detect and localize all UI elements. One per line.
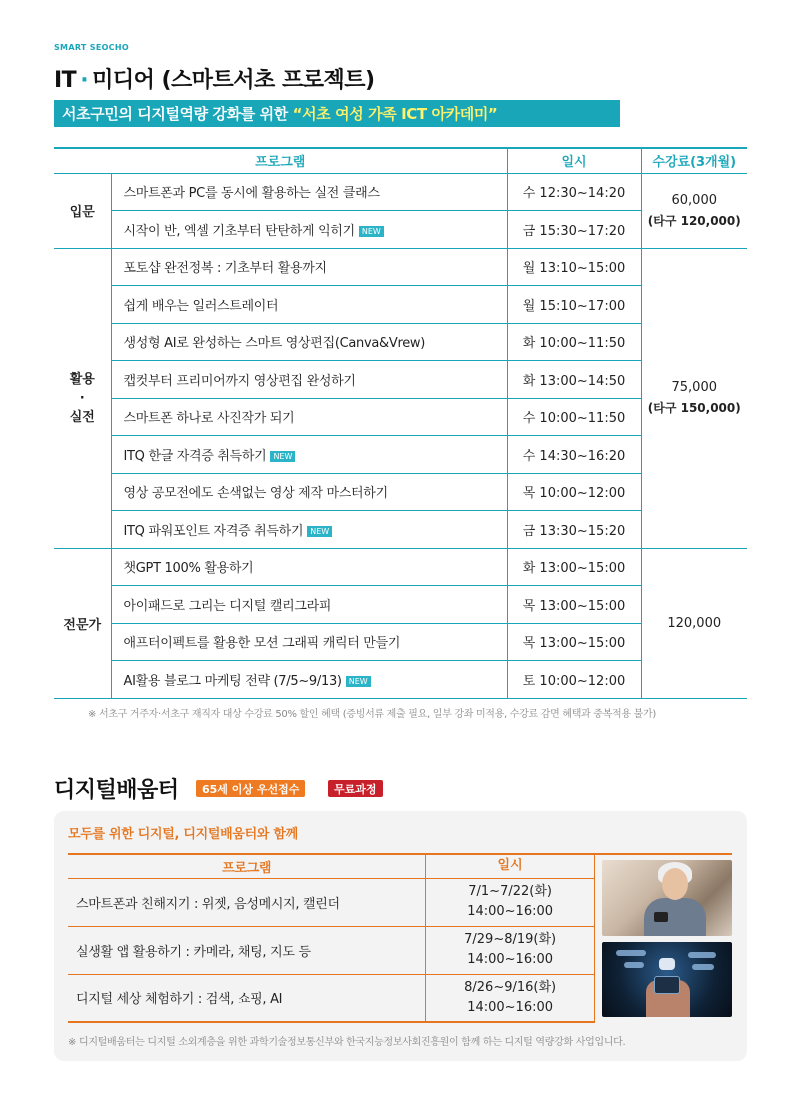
time-cell: 수 10:00~11:50 [507, 398, 641, 436]
program-cell: AI활용 블로그 마케팅 전략 (7/5~9/13) NEW [111, 661, 507, 699]
fee-main: 60,000 [671, 192, 717, 208]
panel-heading: 모두를 위한 디지털, 디지털배움터와 함께 [68, 827, 298, 842]
senior-woman-phone-image [602, 860, 732, 936]
title-dot: · [80, 68, 89, 93]
program-cell: ITQ 한글 자격증 취득하기 NEW [111, 436, 507, 474]
program-cell: 생성형 AI로 완성하는 스마트 영상편집(Canva&Vrew) [111, 323, 507, 361]
time-cell: 화 13:00~15:00 [507, 548, 641, 586]
program-cell: 시작이 반, 엑셀 기초부터 탄탄하게 익히기 NEW [111, 211, 507, 249]
subtitle-highlight: “서초 여성 가족 ICT 아카데미” [292, 105, 498, 123]
program-cell: 애프터이펙트를 활용한 모션 그래픽 캐릭터 만들기 [111, 623, 507, 661]
program-cell: 쉽게 배우는 일러스트레이터 [111, 286, 507, 324]
fee-cell [641, 173, 747, 248]
date-cell: 7/29~8/19(화) 14:00~16:00 [426, 926, 595, 974]
table-row [54, 173, 747, 211]
time-cell: 화 10:00~11:50 [507, 323, 641, 361]
title-it: IT [54, 68, 77, 93]
time-cell: 금 15:30~17:20 [507, 211, 641, 249]
time-cell: 목 13:00~15:00 [507, 586, 641, 624]
digital-header-row [68, 854, 595, 878]
program-cell: 챗GPT 100% 활용하기 [111, 548, 507, 586]
program-cell: ITQ 파워포인트 자격증 취득하기 NEW [111, 511, 507, 549]
digital-table [68, 853, 595, 1023]
digital-panel [54, 811, 747, 1061]
fee-cell [641, 548, 747, 698]
time-cell: 토 10:00~12:00 [507, 661, 641, 699]
col-program: 프로그램 [54, 148, 507, 173]
schedule-header-row [54, 148, 747, 173]
program-cell: 실생활 앱 활용하기 : 카메라, 채팅, 지도 등 [68, 926, 426, 974]
table-row [68, 878, 595, 926]
time-cell: 화 13:00~14:50 [507, 361, 641, 399]
col-fee: 수강료(3개월) [641, 148, 747, 173]
program-cell: 스마트폰과 친해지기 : 위젯, 음성메시지, 캘린더 [68, 878, 426, 926]
ai-chatbot-phone-image [602, 942, 732, 1017]
schedule-table [54, 147, 747, 699]
subtitle-banner [54, 100, 620, 127]
level-expert: 전문가 [54, 548, 111, 698]
level-practical: 활용 · 실전 [54, 248, 111, 548]
program-cell: 캡컷부터 프리미어까지 영상편집 완성하기 [111, 361, 507, 399]
brand-label: SMART SEOCHO [54, 43, 129, 52]
program-cell: 스마트폰 하나로 사진작가 되기 [111, 398, 507, 436]
program-cell: 아이패드로 그리는 디지털 캘리그라피 [111, 586, 507, 624]
program-cell: 디지털 세상 체험하기 : 검색, 쇼핑, AI [68, 974, 426, 1022]
fee-main: 75,000 [671, 380, 717, 395]
time-cell: 수 12:30~14:20 [507, 173, 641, 211]
table-row [68, 974, 595, 1022]
time-cell: 금 13:30~15:20 [507, 511, 641, 549]
section-title-digital: 디지털배움터 [54, 778, 179, 803]
new-badge: NEW [359, 226, 384, 237]
discount-note: ※ 서초구 거주자·서초구 재직자 대상 수강료 50% 할인 혜택 (증빙서류 제출 필요, 일부 강좌 미적용, 수강료 감면 혜택과 중복적용 불가) [88, 709, 656, 720]
fee-cell [641, 248, 747, 548]
priority-tag: 65세 이상 우선접수 [196, 780, 305, 797]
program-cell: 포토샵 완전정복 : 기초부터 활용까지 [111, 248, 507, 286]
time-cell: 목 13:00~15:00 [507, 623, 641, 661]
digital-note: ※ 디지털배움터는 디지털 소외계층을 위한 과학기술정보통신부와 한국지능정보사회진흥원이 함께 하는 디지털 역량강화 사업입니다. [68, 1037, 626, 1048]
new-badge: NEW [307, 526, 332, 537]
time-cell: 월 13:10~15:00 [507, 248, 641, 286]
fee-other-district: (타구 120,000) [647, 213, 741, 228]
table-row [68, 926, 595, 974]
col-program: 프로그램 [68, 854, 426, 878]
new-badge: NEW [270, 451, 295, 462]
col-time: 일시 [507, 148, 641, 173]
date-cell: 7/1~7/22(화) 14:00~16:00 [426, 878, 595, 926]
program-cell: 영상 공모전에도 손색없는 영상 제작 마스터하기 [111, 473, 507, 511]
new-badge: NEW [346, 676, 371, 687]
fee-main: 120,000 [667, 615, 722, 631]
title-media: 미디어 (스마트서초 프로젝트) [92, 68, 375, 93]
date-cell: 8/26~9/16(화) 14:00~16:00 [426, 974, 595, 1022]
free-course-tag: 무료과정 [328, 780, 383, 797]
time-cell: 수 14:30~16:20 [507, 436, 641, 474]
fee-other-district: (타구 150,000) [647, 401, 741, 415]
table-row [54, 248, 747, 286]
col-date: 일시 [426, 854, 595, 878]
page-title [54, 63, 375, 94]
subtitle-lead: 서초구민의 디지털역량 강화를 위한 [62, 105, 293, 123]
table-row [54, 548, 747, 586]
time-cell: 월 15:10~17:00 [507, 286, 641, 324]
time-cell: 목 10:00~12:00 [507, 473, 641, 511]
program-cell: 스마트폰과 PC를 동시에 활용하는 실전 클래스 [111, 173, 507, 211]
level-beginner: 입문 [54, 173, 111, 248]
